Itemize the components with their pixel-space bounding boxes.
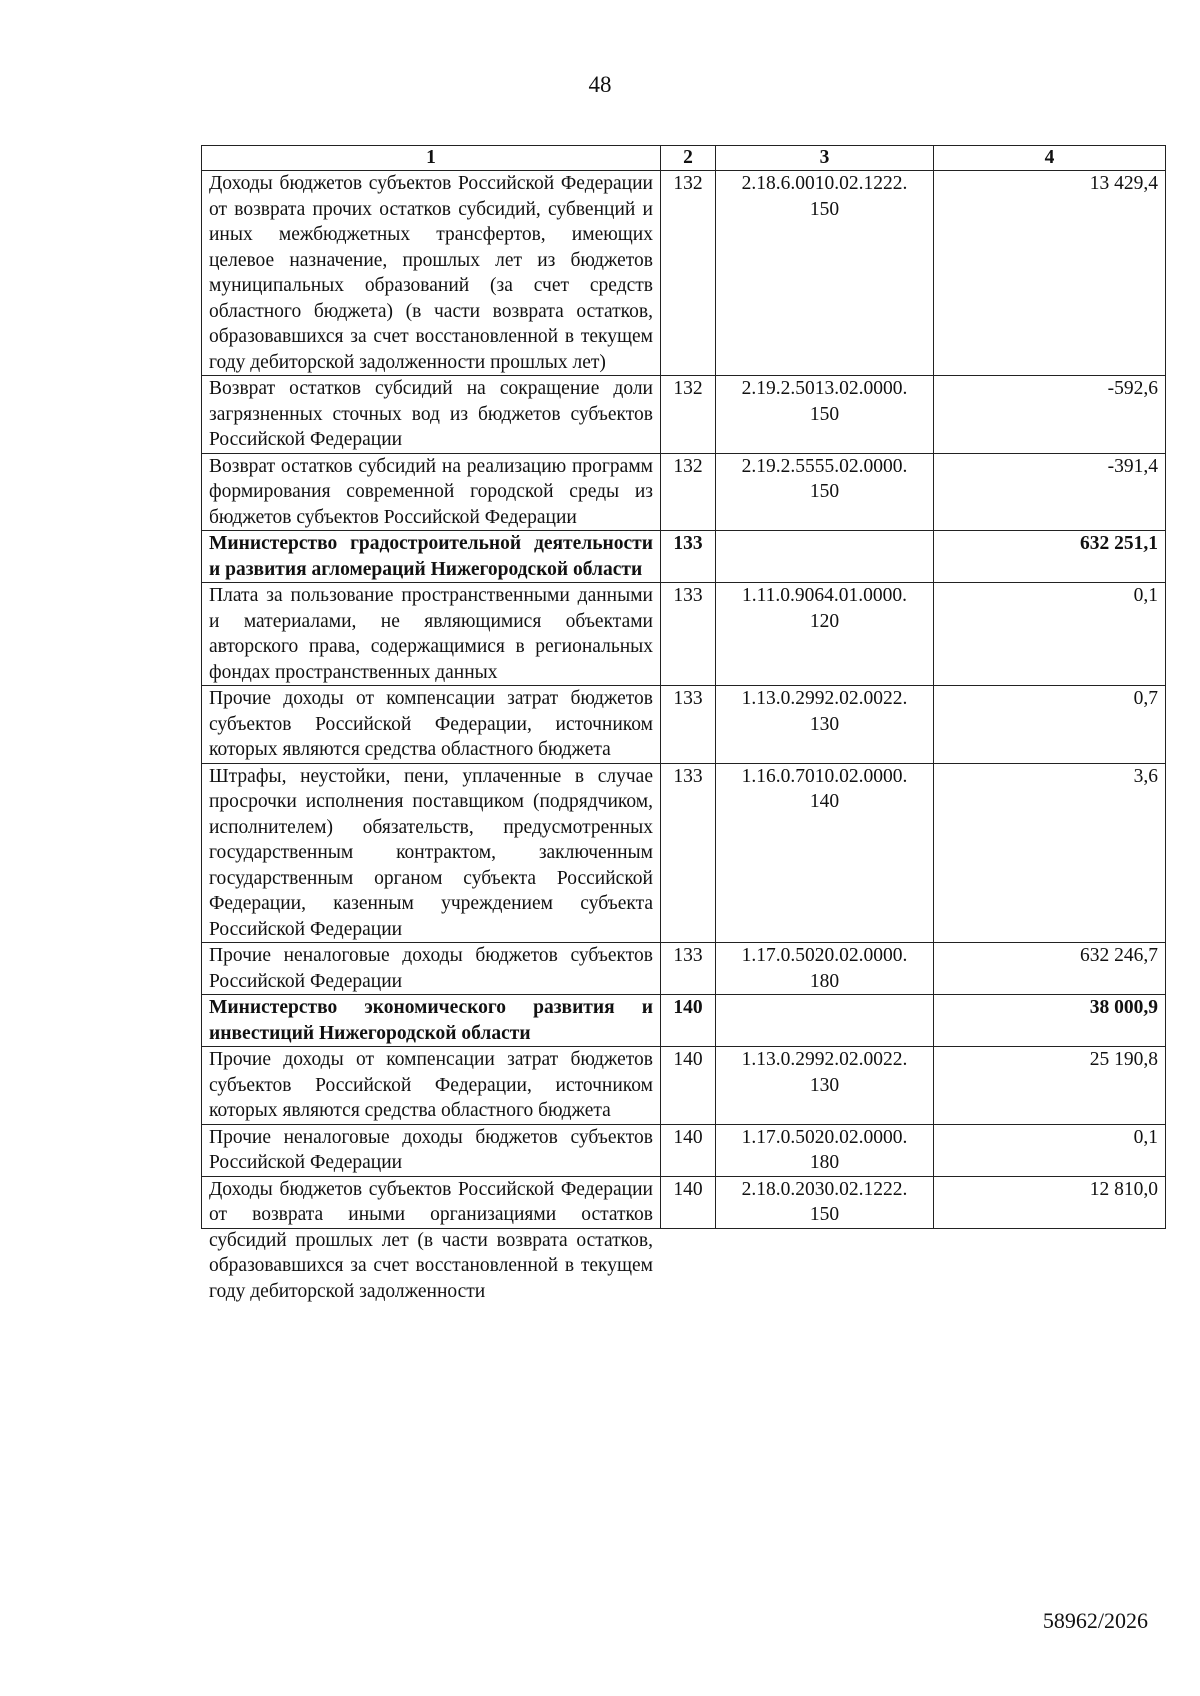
- row-admin-code: 132: [661, 453, 716, 531]
- code-line-1: 2.19.2.5555.02.0000.: [741, 455, 908, 477]
- code-line-1: 2.18.0.2030.02.1222.: [741, 1178, 908, 1200]
- code-line-1: 1.17.0.5020.02.0000.: [741, 1126, 908, 1148]
- code-line-2: 130: [809, 713, 840, 735]
- code-line-1: 1.13.0.2992.02.0022.: [741, 688, 908, 709]
- row-amount: 3,6: [934, 763, 1166, 943]
- row-admin-code: 132: [661, 171, 716, 376]
- row-classification-code: [716, 763, 934, 943]
- header-col-2: 2: [661, 146, 716, 171]
- row-name: Министерство градостроительной деятельности и развития агломераций Нижегородской области: [202, 531, 661, 583]
- row-name: Штрафы, неустойки, пени, уплаченные в случае просрочки исполнения поставщиком (подрядчиком, исполнителем) обязательств, предусмотренных государственным контрактом, заключенным государственным органом субъекта Российской Федерации, казенным учреждением субъекта Российской Федерации: [202, 763, 661, 943]
- row-classification-code: [716, 995, 934, 1047]
- row-admin-code: 132: [661, 376, 716, 454]
- table-row: [202, 1124, 1166, 1176]
- table-row: [202, 531, 1166, 583]
- row-amount: 25 190,8: [934, 1047, 1166, 1125]
- row-name: Прочие неналоговые доходы бюджетов субъектов Российской Федерации: [202, 943, 661, 995]
- table-row: [202, 453, 1166, 531]
- row-admin-code: 140: [661, 1124, 716, 1176]
- code-line-2: 150: [809, 1204, 840, 1225]
- row-admin-code: 140: [661, 1047, 716, 1125]
- code-line-1: 2.18.6.0010.02.1222.: [741, 173, 908, 194]
- row-classification-code: [716, 1047, 934, 1125]
- table-row: [202, 763, 1166, 943]
- code-line-2: 130: [809, 1074, 840, 1096]
- page-number: 48: [588, 72, 612, 97]
- code-line-1: 1.17.0.5020.02.0000.: [741, 945, 908, 966]
- table-header-row: [202, 146, 1166, 171]
- row-admin-code: 133: [661, 531, 716, 583]
- row-amount: 38 000,9: [934, 995, 1166, 1047]
- table-row: [202, 1047, 1166, 1125]
- row-amount: 12 810,0: [934, 1176, 1166, 1228]
- row-classification-code: [716, 1176, 934, 1228]
- row-name: [202, 1176, 661, 1302]
- code-line-2: 150: [809, 198, 840, 220]
- row-amount: -391,4: [934, 453, 1166, 531]
- row-name: Прочие доходы от компенсации затрат бюджетов субъектов Российской Федерации, источником которых являются средства областного бюджета: [202, 1047, 661, 1125]
- row-name-text: Доходы бюджетов субъектов Российской Федерации от возврата иными организациями остатков субсидий прошлых лет (в части возврата остатков, образовавшихся за счет восстановленной в текущем году дебиторской задолженности: [209, 1178, 653, 1302]
- row-admin-code: 140: [661, 1176, 716, 1228]
- budget-revenue-table: [201, 145, 1166, 1302]
- code-line-2: 150: [809, 481, 840, 502]
- row-classification-code: [716, 453, 934, 531]
- header-col-1: 1: [202, 146, 661, 171]
- code-line-2: 140: [809, 791, 840, 812]
- code-line-1: 1.11.0.9064.01.0000.: [741, 585, 908, 606]
- row-name: Плата за пользование пространственными данными и материалами, не являющимися объектами авторского права, содержащимися в региональных фондах пространственных данных: [202, 583, 661, 686]
- table-row: [202, 583, 1166, 686]
- code-line-1: 2.19.2.5013.02.0000.: [741, 378, 908, 399]
- row-amount: 0,1: [934, 583, 1166, 686]
- row-name: Прочие доходы от компенсации затрат бюджетов субъектов Российской Федерации, источником которых являются средства областного бюджета: [202, 686, 661, 764]
- code-line-2: 120: [809, 610, 840, 632]
- code-line-1: 1.16.0.7010.02.0000.: [741, 765, 908, 787]
- row-classification-code: [716, 531, 934, 583]
- row-classification-code: [716, 171, 934, 376]
- row-classification-code: [716, 943, 934, 995]
- row-amount: 0,1: [934, 1124, 1166, 1176]
- row-classification-code: [716, 583, 934, 686]
- row-amount: 0,7: [934, 686, 1166, 764]
- row-amount: 632 246,7: [934, 943, 1166, 995]
- row-name: Возврат остатков субсидий на сокращение доли загрязненных сточных вод из бюджетов субъектов Российской Федерации: [202, 376, 661, 454]
- row-admin-code: 133: [661, 583, 716, 686]
- code-line-2: 180: [809, 970, 840, 992]
- row-classification-code: [716, 376, 934, 454]
- table-row: [202, 686, 1166, 764]
- table-row: [202, 171, 1166, 376]
- row-amount: 632 251,1: [934, 531, 1166, 583]
- code-line-2: 180: [809, 1152, 840, 1173]
- table-row: [202, 1176, 1166, 1228]
- row-admin-code: 133: [661, 686, 716, 764]
- table-row: [202, 995, 1166, 1047]
- document-registration-number: 58962/2026: [1042, 1608, 1148, 1633]
- row-name: Доходы бюджетов субъектов Российской Федерации от возврата прочих остатков субсидий, субвенций и иных межбюджетных трансфертов, имеющих целевое назначение, прошлых лет из бюджетов муниципальных образований (за счет средств областного бюджета) (в части возврата остатков, образовавшихся за счет восстановленной в текущем году дебиторской задолженности прошлых лет): [202, 171, 661, 376]
- row-amount: 13 429,4: [934, 171, 1166, 376]
- table-row: [202, 376, 1166, 454]
- header-col-4: 4: [934, 146, 1166, 171]
- row-admin-code: 133: [661, 943, 716, 995]
- row-admin-code: 140: [661, 995, 716, 1047]
- row-admin-code: 133: [661, 763, 716, 943]
- row-name: Министерство экономического развития и инвестиций Нижегородской области: [202, 995, 661, 1047]
- table-row: [202, 943, 1166, 995]
- header-col-3: 3: [716, 146, 934, 171]
- code-line-1: 1.13.0.2992.02.0022.: [741, 1049, 908, 1070]
- row-classification-code: [716, 686, 934, 764]
- row-amount: -592,6: [934, 376, 1166, 454]
- code-line-2: 150: [809, 403, 840, 425]
- row-name: Возврат остатков субсидий на реализацию программ формирования современной городской среды из бюджетов субъектов Российской Федерации: [202, 453, 661, 531]
- row-name: Прочие неналоговые доходы бюджетов субъектов Российской Федерации: [202, 1124, 661, 1176]
- row-classification-code: [716, 1124, 934, 1176]
